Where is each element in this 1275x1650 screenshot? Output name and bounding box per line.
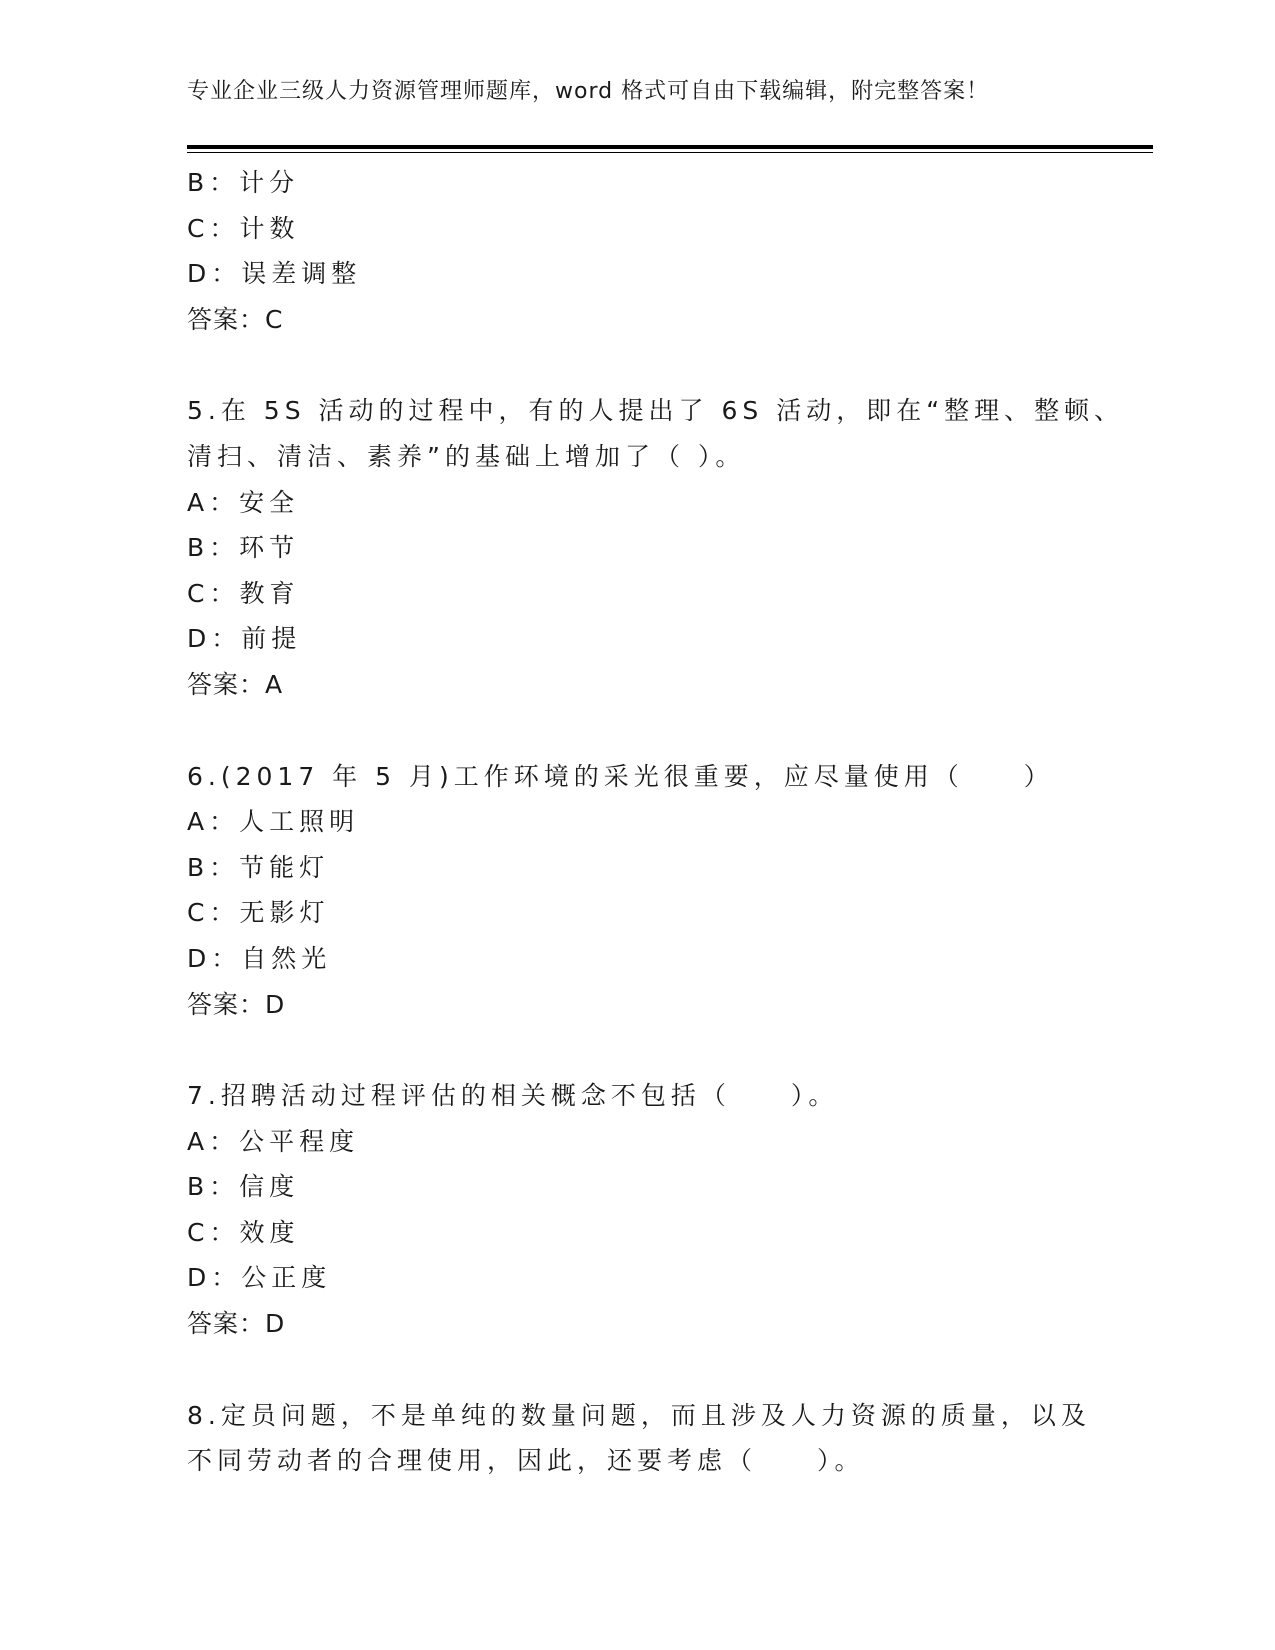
question-8 [187,1393,1091,1484]
header-rule-thick [187,145,1153,149]
option-b: B：环节 [187,533,300,563]
option-c: C：教育 [187,578,300,608]
spacer [187,342,1087,388]
question-stem: 清扫、清洁、素养”的基础上增加了（ ）。 [187,441,746,471]
question-stem: 5.在 5S 活动的过程中，有的人提出了 6S 活动，即在“整理、整顿、 [187,396,1125,426]
option-b: B：节能灯 [187,852,330,882]
option-a: A：安全 [187,487,300,517]
option-d: D：公正度 [187,1263,332,1293]
option-a: A：人工照明 [187,807,360,837]
question-partial [187,160,1087,342]
answer-line: 答案：D [187,1309,286,1339]
option-a: A：公平程度 [187,1126,360,1156]
header-rule-thin [187,152,1153,153]
spacer [187,1027,1087,1073]
option-c: C：计数 [187,213,300,243]
question-stem: 6.(2017 年 5 月)工作环境的采光很重要，应尽量使用（ ） [187,761,1054,791]
answer-line: 答案：D [187,989,286,1019]
question-stem: 8.定员问题，不是单纯的数量问题，而且涉及人力资源的质量，以及 [187,1400,1091,1430]
option-b: B：信度 [187,1172,300,1202]
option-b: B：计分 [187,168,300,197]
question-stem: 不同劳动者的合理使用，因此，还要考虑（ ）。 [187,1446,865,1476]
question-list [187,160,1125,1484]
option-c: C：效度 [187,1217,300,1247]
question-6 [187,754,1087,1028]
page-header: 专业企业三级人力资源管理师题库，word 格式可自由下载编辑，附完整答案！ [187,79,990,104]
answer-line: 答案：A [187,669,284,699]
option-c: C：无影灯 [187,898,330,928]
option-d: D：误差调整 [187,259,362,289]
spacer [187,708,1087,754]
option-d: D：前提 [187,624,302,654]
spacer [187,1347,1087,1393]
question-7 [187,1073,1087,1347]
option-d: D：自然光 [187,943,332,973]
answer-line: 答案：C [187,304,284,334]
question-5 [187,388,1125,707]
question-stem: 7.招聘活动过程评估的相关概念不包括（ ）。 [187,1081,839,1111]
